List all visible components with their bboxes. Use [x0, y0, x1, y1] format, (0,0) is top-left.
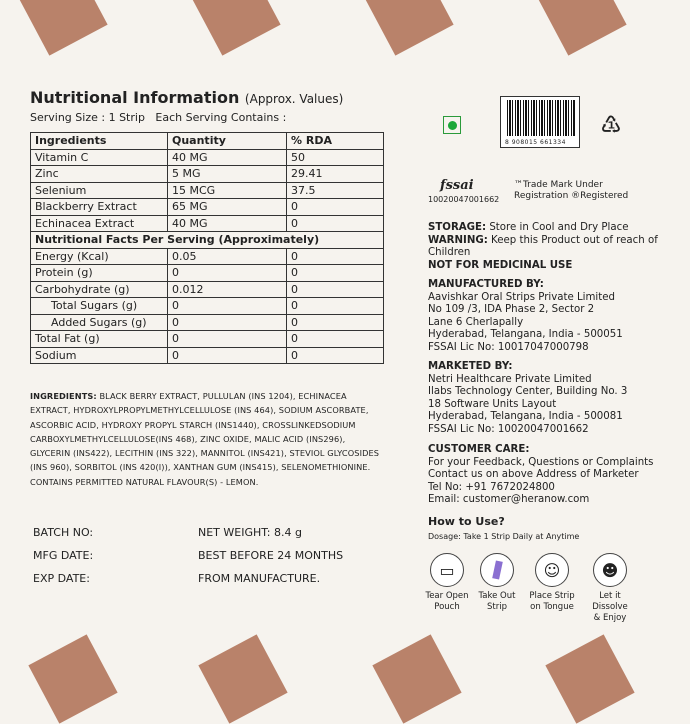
customer-care-line: For your Feedback, Questions or Complaints — [428, 456, 654, 468]
dosage-text: Dosage: Take 1 Strip Daily at Anytime — [428, 532, 580, 541]
veg-symbol-icon — [443, 116, 461, 134]
customer-care-label: CUSTOMER CARE: — [428, 444, 530, 455]
decor-square — [372, 634, 461, 723]
barcode-number: 8 908015 661334 — [505, 139, 566, 146]
step-label: Pouch — [434, 602, 460, 612]
nutrition-table — [30, 132, 384, 364]
table-row — [31, 199, 384, 216]
ingredients-label: INGREDIENTS: — [30, 391, 97, 401]
table-row — [31, 314, 384, 331]
trademark-text: ™Trade Mark Under Registration ®Registered — [514, 180, 629, 201]
table-row — [31, 166, 384, 183]
cell-quantity: 40 MG — [168, 149, 287, 166]
fssai-number: 10020047001662 — [428, 195, 500, 204]
customer-care-line: Contact us on above Address of Marketer — [428, 469, 639, 481]
cell-name: Selenium — [31, 182, 168, 199]
cell-quantity: 0 — [168, 265, 287, 282]
step-label: Tear Open — [425, 591, 469, 601]
cell-rda: 0 — [287, 281, 384, 298]
cell-rda: 29.41 — [287, 166, 384, 183]
approx-values-text: (Approx. Values) — [244, 92, 344, 106]
cell-rda: 0 — [287, 248, 384, 265]
table-row — [31, 331, 384, 348]
step-label: & Enjoy — [593, 613, 627, 623]
manufacturer-line: FSSAI Lic No: 10017047000798 — [428, 341, 589, 353]
face-icon: ☻ — [593, 553, 627, 587]
cell-name: Blackberry Extract — [31, 199, 168, 216]
cell-name: Total Fat (g) — [31, 331, 168, 348]
marketer-line: Ilabs Technology Center, Building No. 3 — [428, 386, 628, 398]
warning-label: WARNING: — [428, 234, 488, 246]
cell-rda: 0 — [287, 298, 384, 315]
step-label: on Tongue — [530, 602, 574, 612]
serving-size-line: Serving Size : 1 Strip Each Serving Contains : — [30, 111, 287, 124]
header-quantity: Quantity — [168, 133, 287, 150]
manufacturer-line: Lane 6 Cherlapally — [428, 316, 524, 328]
cell-quantity: 5 MG — [168, 166, 287, 183]
marketer-line: Netri Healthcare Private Limited — [428, 373, 592, 385]
tongue-icon: ☺ — [535, 553, 569, 587]
ingredients-text-block — [30, 389, 386, 489]
not-medicinal: NOT FOR MEDICINAL USE — [428, 259, 573, 271]
from-manufacture: FROM MANUFACTURE. — [198, 572, 321, 585]
table-row — [31, 265, 384, 282]
barcode — [500, 96, 580, 148]
table-header-row — [31, 133, 384, 150]
best-before: BEST BEFORE 24 MONTHS — [198, 549, 344, 562]
nutrition-title-text: Nutritional Information — [30, 88, 240, 107]
storage-text: Store in Cool and Dry Place — [489, 222, 629, 233]
barcode-bars — [507, 100, 575, 136]
decor-square — [545, 634, 634, 723]
step-take-strip — [471, 553, 523, 613]
mfg-date-label: MFG DATE: — [33, 549, 94, 562]
manufacturer-line: Hyderabad, Telangana, India - 500051 — [428, 329, 623, 341]
cell-rda: 0 — [287, 215, 384, 232]
cell-name: Carbohydrate (g) — [31, 281, 168, 298]
cell-rda: 0 — [287, 347, 384, 364]
recycle-icon: ♳ — [600, 111, 622, 139]
cell-quantity: 0 — [168, 331, 287, 348]
table-row — [31, 215, 384, 232]
cell-name: Echinacea Extract — [31, 215, 168, 232]
table-row — [31, 347, 384, 364]
facts-header: Nutritional Facts Per Serving (Approximately) — [31, 232, 384, 249]
cell-quantity: 0 — [168, 347, 287, 364]
decor-square — [191, 0, 280, 56]
cell-name: Vitamin C — [31, 149, 168, 166]
cell-name: Added Sugars (g) — [31, 314, 168, 331]
decor-square — [537, 0, 626, 56]
facts-header-row — [31, 232, 384, 249]
manufacturer-line: No 109 /3, IDA Phase 2, Sector 2 — [428, 304, 595, 316]
decor-square — [364, 0, 453, 56]
step-tear-pouch — [421, 553, 473, 613]
header-ingredients: Ingredients — [31, 133, 168, 150]
marketer-line: FSSAI Lic No: 10020047001662 — [428, 423, 589, 435]
storage-block — [428, 222, 668, 272]
cell-quantity: 40 MG — [168, 215, 287, 232]
pouch-icon: ▭ — [430, 553, 464, 587]
table-row — [31, 281, 384, 298]
table-row — [31, 149, 384, 166]
decor-square — [18, 0, 107, 56]
step-dissolve — [584, 553, 636, 624]
cell-rda: 50 — [287, 149, 384, 166]
table-row — [31, 248, 384, 265]
storage-label: STORAGE: — [428, 222, 487, 233]
step-label: Strip — [487, 602, 507, 612]
cell-rda: 0 — [287, 314, 384, 331]
batch-no-label: BATCH NO: — [33, 526, 94, 539]
cell-rda: 37.5 — [287, 182, 384, 199]
header-rda: % RDA — [287, 133, 384, 150]
decor-square — [28, 634, 117, 723]
customer-care-line: Tel No: +91 7672024800 — [428, 481, 555, 493]
customer-care-line: Email: customer@heranow.com — [428, 494, 590, 506]
marketer-line: Hyderabad, Telangana, India - 500081 — [428, 411, 623, 423]
cell-name: Total Sugars (g) — [31, 298, 168, 315]
net-weight: NET WEIGHT: 8.4 g — [198, 526, 302, 539]
manufacturer-line: Aavishkar Oral Strips Private Limited — [428, 291, 615, 303]
how-to-use-title: How to Use? — [428, 515, 505, 528]
step-place-tongue — [526, 553, 578, 613]
step-label: Let it Dissolve — [592, 591, 628, 612]
cell-name: Energy (Kcal) — [31, 248, 168, 265]
cell-name: Sodium — [31, 347, 168, 364]
cell-quantity: 0 — [168, 314, 287, 331]
cell-rda: 0 — [287, 199, 384, 216]
table-row — [31, 182, 384, 199]
cell-quantity: 65 MG — [168, 199, 287, 216]
fssai-logo: fssai — [440, 178, 474, 193]
cell-name: Zinc — [31, 166, 168, 183]
cell-quantity: 15 MCG — [168, 182, 287, 199]
warning-text: Keep this Product out of reach of Children — [428, 234, 658, 259]
step-label: Place Strip — [529, 591, 575, 601]
veg-dot — [448, 121, 457, 130]
exp-date-label: EXP DATE: — [33, 572, 90, 585]
table-row — [31, 298, 384, 315]
cell-rda: 0 — [287, 265, 384, 282]
cell-rda: 0 — [287, 331, 384, 348]
ingredients-list: BLACK BERRY EXTRACT, PULLULAN (INS 1204), ECHINACEA EXTRACT, HYDROXYLPROPYLMETHYLCELLULOSE (INS 464), SODIUM ASCORBATE, ASCORBIC ACID, HYDROXY PROPYL STARCH (INS1440), CROSSLINKEDSODIUM CARBOXYLMETHYLCELLULOSE(INS 468), ZINC OXIDE, MALIC ACID (INS296), GLYCERIN (INS422), LECITHIN (INS 322), MANNITOL (INS421), STEVIOL GLYCOSIDES (INS 960), SORBITOL (INS 420(I)), XANTHAN GUM (INS415), SELENOMETHIONINE. CONTAINS PERMITTED NATURAL FLAVOUR(S) - LEMON. — [30, 391, 380, 487]
step-label: Take Out — [478, 591, 516, 601]
nutrition-title — [30, 88, 343, 107]
decor-square — [198, 634, 287, 723]
customer-care-block — [428, 444, 668, 507]
cell-name: Protein (g) — [31, 265, 168, 282]
manufactured-by-label: MANUFACTURED BY: — [428, 279, 544, 290]
marketer-line: 18 Software Units Layout — [428, 398, 557, 410]
manufacturer-block — [428, 279, 668, 355]
marketer-block — [428, 361, 668, 437]
cell-quantity: 0.012 — [168, 281, 287, 298]
cell-quantity: 0.05 — [168, 248, 287, 265]
strip-icon — [480, 553, 514, 587]
marketed-by-label: MARKETED BY: — [428, 361, 513, 372]
cell-quantity: 0 — [168, 298, 287, 315]
